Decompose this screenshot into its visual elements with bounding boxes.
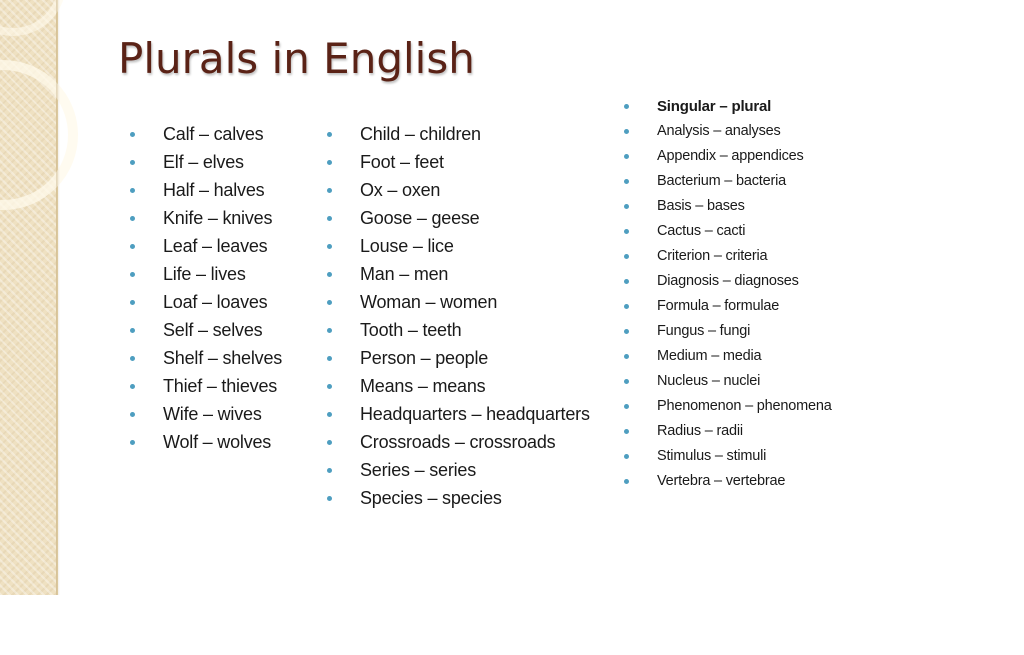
list-item (624, 219, 832, 244)
list-item-text: Headquarters – headquarters (360, 404, 590, 424)
bullet-icon (624, 179, 629, 184)
list-item (327, 372, 590, 400)
list-item-text: Tooth – teeth (360, 320, 462, 340)
decorative-swirl (0, 60, 78, 210)
bullet-icon (624, 354, 629, 359)
list-item-text: Phenomenon – phenomena (657, 398, 832, 414)
list-item-text: Appendix – appendices (657, 148, 804, 164)
list-item-text: Life – lives (163, 264, 246, 284)
list-item-text: Louse – lice (360, 236, 454, 256)
list-item-text: Thief – thieves (163, 376, 278, 396)
bullet-icon (624, 254, 629, 259)
list-item (327, 148, 590, 176)
bullet-icon (327, 440, 332, 445)
list-item (130, 204, 282, 232)
list-item (624, 244, 832, 269)
list-item-text: Species – species (360, 488, 502, 508)
list-item-text: Person – people (360, 348, 489, 368)
list-item-text: Ox – oxen (360, 180, 441, 200)
list-item-text: Stimulus – stimuli (657, 448, 767, 464)
bullet-icon (327, 468, 332, 473)
bullet-icon (327, 356, 332, 361)
list-item (624, 119, 832, 144)
list-item-text: Child – children (360, 124, 481, 144)
list-item-text: Elf – elves (163, 152, 244, 172)
bullet-icon (327, 188, 332, 193)
list-item-text: Vertebra – vertebrae (657, 473, 786, 489)
list-item-text: Analysis – analyses (657, 123, 781, 139)
list-item (130, 372, 282, 400)
bullet-icon (130, 244, 135, 249)
list-item-text: Leaf – leaves (163, 236, 268, 256)
list-item (327, 484, 590, 512)
decorative-side-band (0, 0, 58, 595)
list-item-text: Radius – radii (657, 423, 743, 439)
bullet-icon (130, 412, 135, 417)
bullet-icon (624, 304, 629, 309)
bullet-icon (624, 154, 629, 159)
list-item (130, 260, 282, 288)
list-item (327, 344, 590, 372)
bullet-icon (624, 454, 629, 459)
list-item (624, 394, 832, 419)
list-item (327, 120, 590, 148)
bullet-icon (624, 204, 629, 209)
list-item-text: Series – series (360, 460, 477, 480)
list-item-text: Goose – geese (360, 208, 480, 228)
list-item (327, 288, 590, 316)
list-item (624, 294, 832, 319)
list-item-text: Half – halves (163, 180, 265, 200)
bullet-icon (130, 440, 135, 445)
list-item (130, 316, 282, 344)
bullet-icon (327, 328, 332, 333)
list-item (624, 419, 832, 444)
list-item (624, 269, 832, 294)
list-item (624, 319, 832, 344)
bullet-icon (624, 329, 629, 334)
list-item (327, 316, 590, 344)
bullet-icon (327, 216, 332, 221)
list-column-f-to-v (130, 120, 282, 456)
list-column-irregular (327, 120, 590, 512)
bullet-icon (624, 279, 629, 284)
list-item (130, 176, 282, 204)
band-shadow (56, 0, 60, 595)
list-item-text: Foot – feet (360, 152, 444, 172)
list-item-text: Shelf – shelves (163, 348, 283, 368)
bullet-icon (327, 244, 332, 249)
list-column-latin-greek (624, 94, 832, 494)
list-item-text: Means – means (360, 376, 486, 396)
bullet-icon (624, 229, 629, 234)
bullet-icon (130, 188, 135, 193)
list-item-text: Cactus – cacti (657, 223, 746, 239)
bullet-icon (624, 479, 629, 484)
list-item-text: Formula – formulae (657, 298, 780, 314)
list-item-text: Medium – media (657, 348, 762, 364)
list-item (327, 428, 590, 456)
list-item (624, 344, 832, 369)
list-item (327, 400, 590, 428)
bullet-icon (130, 132, 135, 137)
list-item-text: Criterion – criteria (657, 248, 768, 264)
list-item (130, 428, 282, 456)
list-item-text: Diagnosis – diagnoses (657, 273, 799, 289)
list-item-text: Fungus – fungi (657, 323, 751, 339)
list-item (624, 369, 832, 394)
list-item-text: Crossroads – crossroads (360, 432, 556, 452)
bullet-icon (624, 404, 629, 409)
list-item (130, 120, 282, 148)
bullet-icon (624, 104, 629, 109)
list-item (130, 344, 282, 372)
bullet-icon (624, 429, 629, 434)
list-item (130, 232, 282, 260)
bullet-icon (130, 384, 135, 389)
bullet-icon (624, 129, 629, 134)
bullet-icon (130, 356, 135, 361)
list-item (624, 194, 832, 219)
bullet-icon (130, 272, 135, 277)
list-item-text: Nucleus – nuclei (657, 373, 761, 389)
list-item-text: Wife – wives (163, 404, 262, 424)
list-item (130, 288, 282, 316)
bullet-icon (327, 384, 332, 389)
list-item (624, 144, 832, 169)
bullet-icon (327, 160, 332, 165)
list-item (327, 176, 590, 204)
bullet-icon (327, 132, 332, 137)
bullet-icon (130, 328, 135, 333)
list-item (327, 456, 590, 484)
list-item (624, 469, 832, 494)
bullet-icon (327, 496, 332, 501)
list-item-text: Basis – bases (657, 198, 745, 214)
slide-title: Plurals in English (118, 34, 475, 83)
list-item (130, 400, 282, 428)
list-item (327, 260, 590, 288)
bullet-icon (130, 300, 135, 305)
list-item-text: Loaf – loaves (163, 292, 268, 312)
bullet-icon (327, 412, 332, 417)
list-item (624, 444, 832, 469)
bullet-icon (327, 272, 332, 277)
list-item-text: Knife – knives (163, 208, 273, 228)
list-item-text: Wolf – wolves (163, 432, 272, 452)
list-header-text: Singular – plural (657, 98, 772, 115)
list-item (130, 148, 282, 176)
bullet-icon (327, 300, 332, 305)
list-item-text: Calf – calves (163, 124, 264, 144)
list-item-text: Bacterium – bacteria (657, 173, 786, 189)
list-item-text: Self – selves (163, 320, 263, 340)
bullet-icon (130, 160, 135, 165)
list-item-header (624, 94, 832, 119)
bullet-icon (624, 379, 629, 384)
list-item-text: Man – men (360, 264, 449, 284)
list-item-text: Woman – women (360, 292, 498, 312)
bullet-icon (130, 216, 135, 221)
list-item (624, 169, 832, 194)
list-item (327, 232, 590, 260)
list-item (327, 204, 590, 232)
